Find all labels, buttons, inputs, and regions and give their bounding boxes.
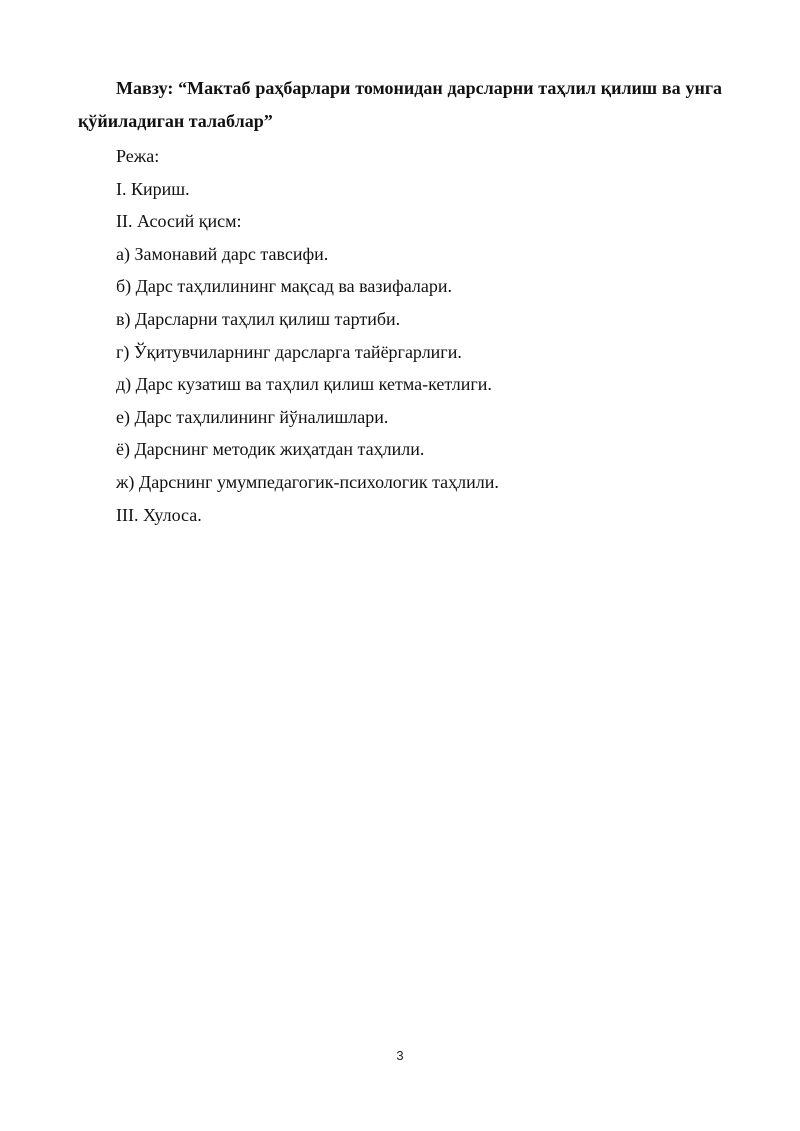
document-title: Мавзу: “Мактаб раҳбарлари томонидан дарсларни таҳлил қилиш ва унга қўйиладиган талаблар”	[78, 78, 722, 131]
plan-item-conclusion: III. Хулоса.	[116, 504, 202, 525]
plan-item-main-part: II. Асосий қисм:	[116, 211, 242, 232]
plan-item-v: в) Дарсларни таҳлил қилиш тартиби.	[116, 308, 401, 329]
plan-list	[116, 140, 499, 531]
plan-item-a: а) Замонавий дарс тавсифи.	[116, 243, 329, 264]
plan-item-g: г) Ўқитувчиларнинг дарсларга тайёргарлиги.	[116, 341, 462, 362]
plan-item-d: д) Дарс кузатиш ва таҳлил қилиш кетма-кетлиги.	[116, 374, 492, 395]
plan-item-b: б) Дарс таҳлилининг мақсад ва вазифалари.	[116, 276, 453, 297]
plan-item-e: е) Дарс таҳлилининг йўналишлари.	[116, 406, 389, 427]
plan-item-yo: ё) Дарснинг методик жиҳатдан таҳлили.	[116, 439, 425, 460]
plan-heading: Режа:	[116, 146, 160, 166]
plan-item-introduction: I. Кириш.	[116, 178, 190, 199]
page-number: 3	[396, 1048, 404, 1063]
plan-item-zh: ж) Дарснинг умумпедагогик-психологик таҳлили.	[116, 471, 499, 492]
